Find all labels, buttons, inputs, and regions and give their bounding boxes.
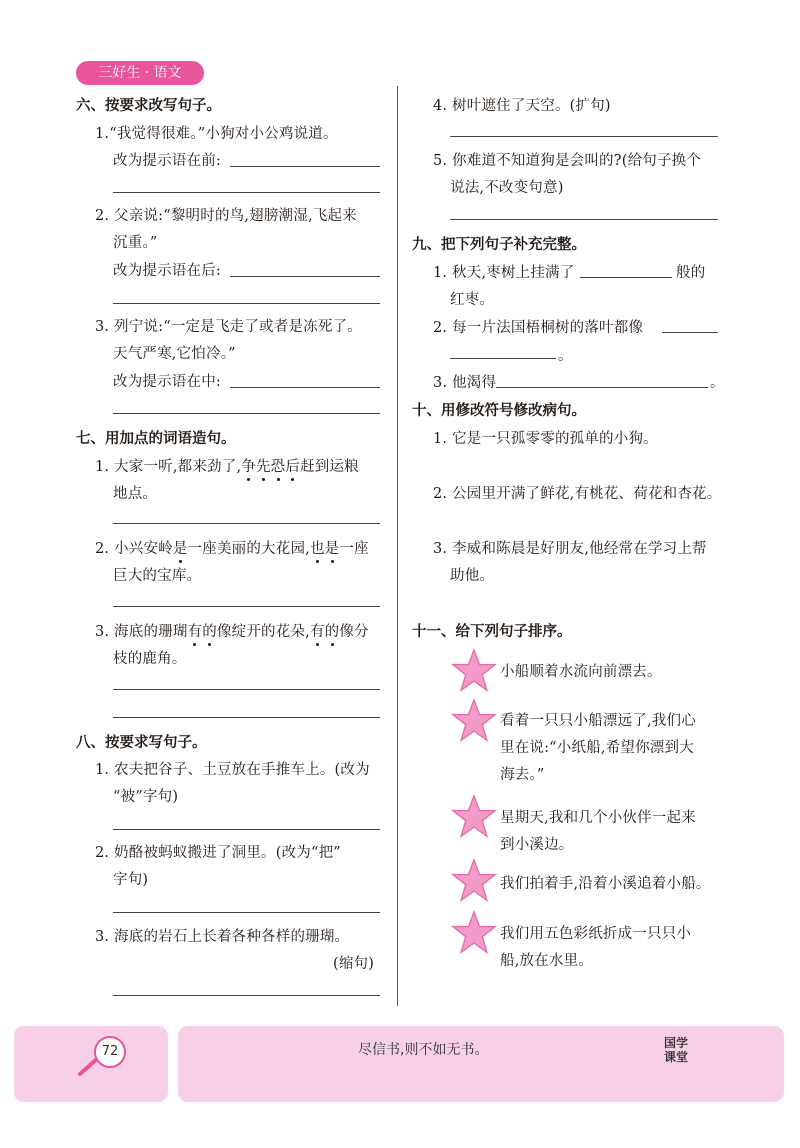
logo-line-2: 课堂: [664, 1050, 689, 1064]
s11-item-2-line2: 里在说:“小纸船,希望你漂到大: [500, 740, 694, 756]
s7-q2-text: 2. 小兴安岭: [95, 541, 173, 557]
s8-q3-line1: 3. 海底的岩石上长着各种各样的珊瑚。: [95, 929, 350, 945]
footer-quote: 尽信书,则不如无书。: [358, 1042, 489, 1058]
s11-item-5-line2: 船,放在水里。: [500, 953, 594, 969]
star-icon: [451, 698, 497, 744]
dotted-char: 先: [255, 459, 271, 475]
s9-q3-blank[interactable]: [496, 387, 708, 388]
s11-item-4-line1: 我们拍着手,沿着小溪追着小船。: [500, 876, 711, 892]
book-series-badge: 三好生 · 语文: [76, 61, 204, 85]
dotted-char: 也: [309, 541, 325, 557]
section-8-title: 八、按要求写句子。: [76, 735, 207, 751]
s6-q3-answer-line[interactable]: [113, 413, 380, 414]
s6-q1: 1.“我觉得很难。”小狗对小公鸡说道。: [95, 126, 338, 142]
s6-q2-line2: 沉重。”: [113, 235, 158, 251]
s10-q3-line2: 助他。: [450, 568, 495, 584]
s8-q2-line2: 字句): [113, 872, 149, 888]
dotted-char: 争: [241, 459, 256, 475]
s8-q1-line1: 1. 农夫把谷子、土豆放在手推车上。(改为: [95, 762, 370, 778]
s9-q2-line1: 2. 每一片法国梧桐树的落叶都像: [433, 320, 644, 336]
s10-q1: 1. 它是一只孤零零的孤单的小狗。: [433, 431, 658, 447]
s6-q1-hint: 改为提示语在前:: [113, 153, 221, 169]
s7-q3-answer-line-1[interactable]: [113, 689, 380, 690]
s6-q1-answer-line[interactable]: [113, 192, 380, 193]
s7-q3-answer-line-2[interactable]: [113, 717, 380, 718]
s8-q3-answer-line[interactable]: [113, 995, 380, 996]
s7-q2-answer-line[interactable]: [113, 606, 380, 607]
section-11-title: 十一、给下列句子排序。: [412, 624, 572, 640]
s7-q2-text: 一座: [339, 541, 369, 557]
star-icon: [451, 910, 497, 956]
s8-q1-line2: “被”字句): [113, 789, 179, 805]
s9-q1-text1: 1. 秋天,枣树上挂满了: [433, 265, 575, 281]
s11-item-3-line1: 星期天,我和几个小伙伴一起来: [500, 810, 696, 826]
logo-line-1: 国学: [664, 1036, 689, 1050]
section-9-title: 九、把下列句子补充完整。: [412, 237, 586, 253]
s7-q1-answer-line[interactable]: [113, 523, 380, 524]
s8-q2-answer-line[interactable]: [113, 912, 380, 913]
footer-right-panel: [178, 1026, 784, 1102]
s7-q3-text: 像绽开的花朵,: [216, 624, 310, 640]
s9-q2-blank-2[interactable]: [450, 358, 556, 359]
dotted-char: 是: [324, 541, 340, 557]
s8-q4-answer-line[interactable]: [450, 136, 718, 137]
s7-q3-line1: [95, 620, 369, 641]
s9-q3-text: 3. 他渴得: [433, 375, 497, 391]
s11-item-5-line1: 我们用五色彩纸折成一只只小: [500, 926, 692, 942]
s7-q3-text: 3. 海底的珊瑚: [95, 624, 188, 640]
s7-q3-line2: 枝的鹿角。: [113, 651, 187, 667]
section-6-title: 六、按要求改写句子。: [76, 98, 221, 114]
s8-q4: 4. 树叶遮住了天空。(扩句): [433, 98, 611, 114]
s6-q3-line1: 3. 列宁说:“一定是飞走了或者是冻死了。: [95, 319, 362, 335]
star-icon: [451, 794, 497, 840]
s7-q1-text: 1. 大家一听,都来劲了,: [95, 459, 242, 475]
s9-q1-line2: 红枣。: [450, 292, 495, 308]
s11-item-1-line1: 小船顺着水流向前漂去。: [500, 664, 662, 680]
s9-q3-end: 。: [710, 375, 725, 391]
s6-q3-blank[interactable]: [230, 387, 380, 388]
star-icon: [451, 648, 497, 694]
s9-q2-blank-1[interactable]: [662, 332, 718, 333]
s7-q2-text: 一座美丽的大花园,: [187, 541, 310, 557]
dotted-char: 有: [309, 624, 325, 640]
s6-q2-line1: 2. 父亲说:“黎明时的鸟,翅膀潮湿,飞起来: [95, 208, 357, 224]
page-number: 72: [94, 1036, 126, 1068]
star-icon: [451, 858, 497, 904]
s9-q1-text2: 般的: [676, 265, 706, 281]
s10-q2: 2. 公园里开满了鲜花,有桃花、荷花和杏花。: [433, 486, 722, 502]
dotted-char: 有: [187, 624, 203, 640]
s7-q2-line2: 巨大的宝库。: [113, 568, 202, 584]
s11-item-2-line1: 看着一只只小船漂远了,我们心: [500, 713, 696, 729]
column-divider: [397, 86, 398, 1006]
s10-q3-line1: 3. 李威和陈晨是好朋友,他经常在学习上帮: [433, 541, 707, 557]
guoxue-logo: [664, 1036, 688, 1064]
s7-q1-text: 赶到运粮: [300, 459, 359, 475]
s8-q5-line1: 5. 你难道不知道狗是会叫的?(给句子换个: [433, 153, 702, 169]
s6-q2-hint: 改为提示语在后:: [113, 263, 221, 279]
s7-q2-line1: [95, 537, 369, 558]
s6-q1-blank[interactable]: [230, 166, 380, 167]
s6-q3-hint: 改为提示语在中:: [113, 374, 221, 390]
s8-q2-line1: 2. 奶酪被蚂蚁搬进了洞里。(改为“把”: [95, 845, 341, 861]
s8-q3-line2: (缩句): [333, 956, 375, 972]
s7-q1-line2: 地点。: [113, 486, 158, 502]
s11-item-3-line2: 到小溪边。: [500, 837, 574, 853]
s7-q3-text: 像分: [339, 624, 369, 640]
s8-q1-answer-line[interactable]: [113, 829, 380, 830]
s11-item-2-line3: 海去。”: [500, 767, 545, 783]
s6-q3-line2: 天气严寒,它怕冷。”: [113, 346, 236, 362]
section-7-title: 七、用加点的词语造句。: [76, 431, 236, 447]
s7-q1-line1: [95, 455, 359, 476]
section-10-title: 十、用修改符号修改病句。: [412, 403, 586, 419]
dotted-char: 的: [324, 624, 340, 640]
s8-q5-line2: 说法,不改变句意): [450, 180, 564, 196]
dotted-char: 恐: [270, 459, 286, 475]
dotted-char: 后: [285, 459, 301, 475]
s6-q2-blank[interactable]: [230, 276, 380, 277]
s6-q2-answer-line[interactable]: [113, 303, 380, 304]
s9-q1-blank[interactable]: [580, 277, 672, 278]
dotted-char: 是: [172, 541, 188, 557]
dotted-char: 的: [202, 624, 217, 640]
s9-q2-end: 。: [558, 348, 573, 364]
s8-q5-answer-line[interactable]: [450, 219, 718, 220]
